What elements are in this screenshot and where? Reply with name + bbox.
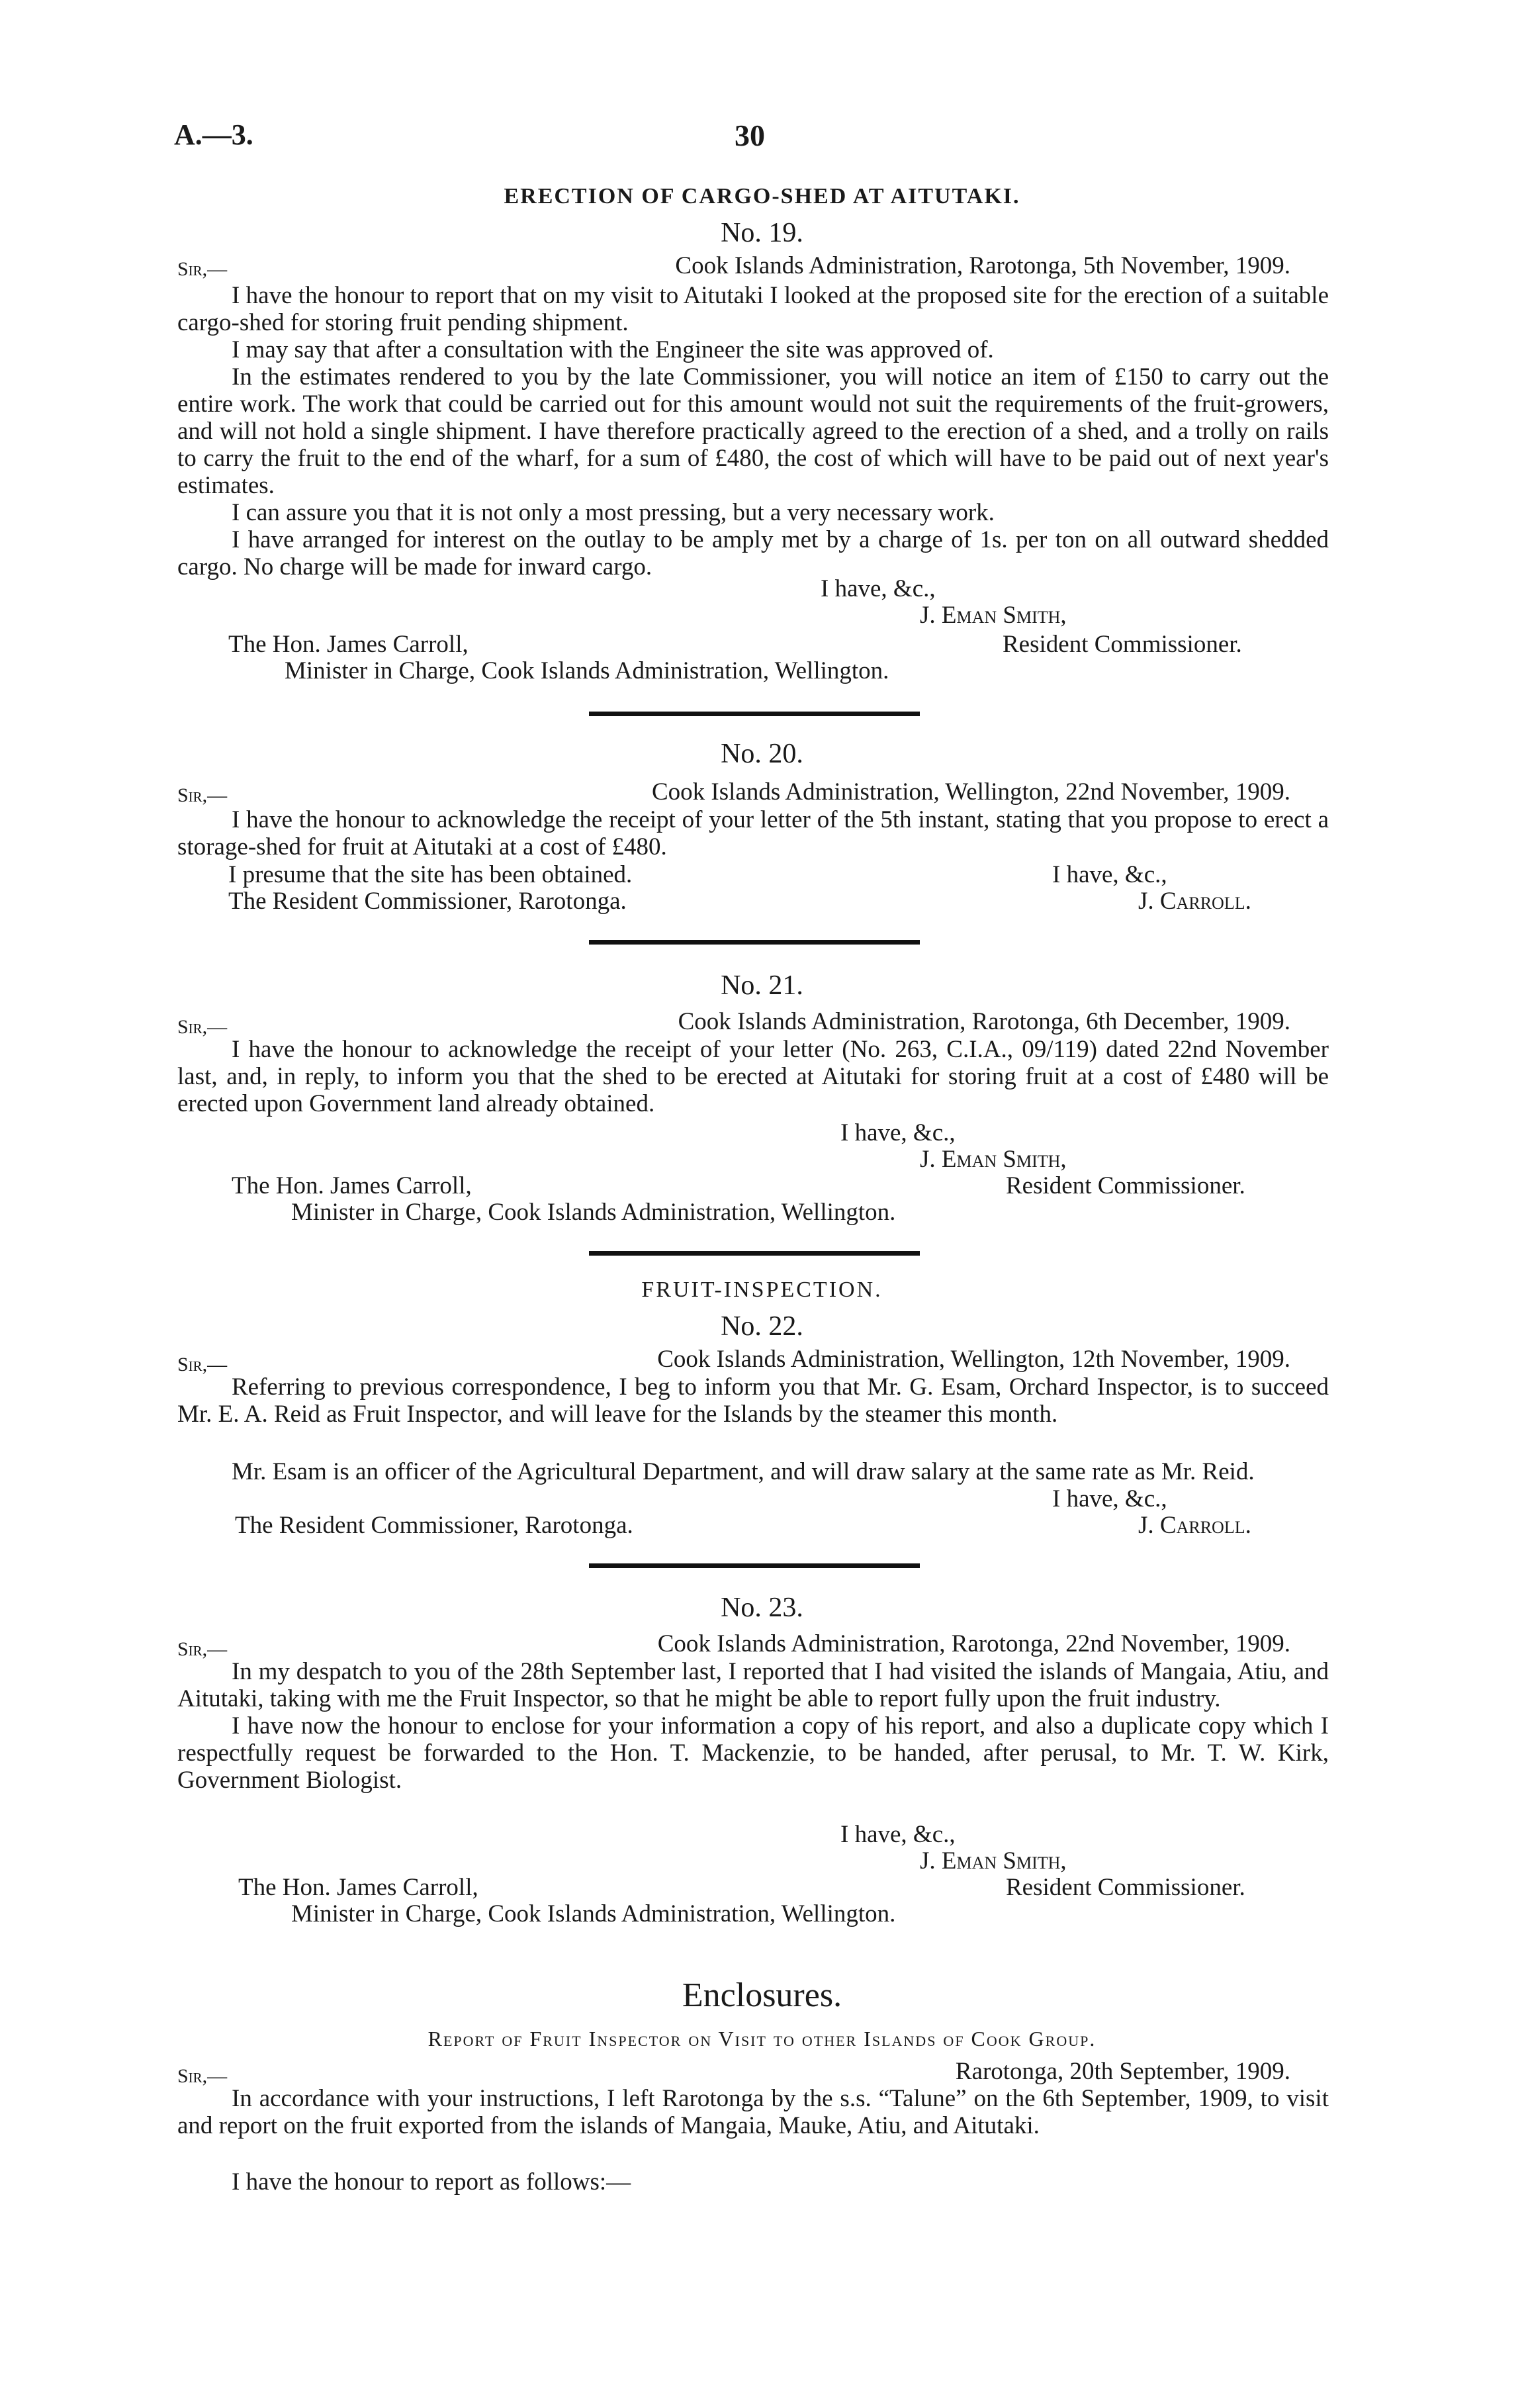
section-title-fruit-inspection: FRUIT-INSPECTION. [641, 1277, 883, 1302]
addressee-title: Minister in Charge, Cook Islands Administration, Wellington. [285, 657, 889, 684]
signer-title: Resident Commissioner. [1006, 1172, 1245, 1199]
signature: J. Eman Smith, [920, 1146, 1067, 1173]
closing: I have, &c., [840, 1821, 956, 1848]
salutation: Sir,— [177, 1016, 228, 1038]
closing: I have, &c., [821, 575, 936, 602]
parliamentary-paper-ref: A.—3. [174, 118, 253, 151]
addressee: The Hon. James Carroll, [228, 631, 469, 658]
paragraph: Mr. Esam is an officer of the Agricultural Department, and will draw salary at the same rate as Mr. Reid. [232, 1458, 1255, 1485]
section-divider [589, 1563, 920, 1568]
dateline: Cook Islands Administration, Wellington, 22nd November, 1909. [651, 778, 1290, 806]
section-divider [589, 712, 920, 716]
dateline: Cook Islands Administration, Wellington, 12th November, 1909. [657, 1346, 1290, 1373]
paragraph: I presume that the site has been obtained. [228, 861, 633, 888]
enclosures-heading: Enclosures. [682, 1976, 842, 2014]
salutation: Sir,— [177, 1638, 228, 1660]
paragraph: I have arranged for interest on the outlay to be amply met by a charge of 1s. per ton on all outward shedded cargo. No charge will be made for inward cargo. [177, 526, 1329, 580]
letter-20-body [177, 806, 1329, 860]
paragraph: I may say that after a consultation with the Engineer the site was approved of. [232, 336, 994, 363]
dateline: Cook Islands Administration, Rarotonga, 22nd November, 1909. [657, 1630, 1290, 1657]
paragraph: I have the honour to report that on my visit to Aitutaki I looked at the proposed site for the erection of a suitable cargo-shed for storing fruit pending shipment. [177, 282, 1329, 336]
section-divider [589, 940, 920, 945]
letter-22-body [177, 1373, 1329, 1428]
closing: I have, &c., [840, 1119, 956, 1146]
signature: J. Eman Smith, [920, 1847, 1067, 1875]
letter-19-body [177, 282, 1329, 580]
letter-number-21: No. 21. [721, 970, 803, 1001]
paragraph: I have the honour to report as follows:— [232, 2168, 631, 2196]
letter-23-body [177, 1658, 1329, 1794]
addressee: The Hon. James Carroll, [232, 1172, 472, 1199]
paragraph: I have the honour to acknowledge the receipt of your letter (No. 263, C.I.A., 09/119) dated 22nd November last, and, in reply, to inform you that the shed to be erected at Aitutaki for storing fruit at a cost of £480 will be erected upon Government land already obtained. [177, 1036, 1329, 1117]
dateline: Rarotonga, 20th September, 1909. [955, 2058, 1290, 2085]
enclosure-body [177, 2085, 1329, 2139]
addressee-title: Minister in Charge, Cook Islands Administration, Wellington. [291, 1199, 896, 1226]
letter-number-20: No. 20. [721, 739, 803, 769]
closing: I have, &c., [1052, 861, 1167, 888]
section-divider [589, 1251, 920, 1256]
letter-number-19: No. 19. [721, 218, 803, 248]
page-number: 30 [735, 118, 765, 152]
signature: J. Carroll. [1138, 888, 1251, 915]
addressee-title: Minister in Charge, Cook Islands Administration, Wellington. [291, 1900, 896, 1927]
addressee: The Resident Commissioner, Rarotonga. [235, 1512, 633, 1539]
dateline: Cook Islands Administration, Rarotonga, 5th November, 1909. [675, 252, 1290, 279]
letter-22-body-2 [177, 1458, 1329, 1485]
closing: I have, &c., [1052, 1485, 1167, 1512]
signature: J. Carroll. [1138, 1512, 1251, 1539]
signature: J. Eman Smith, [920, 602, 1067, 629]
paragraph: Referring to previous correspondence, I beg to inform you that Mr. G. Esam, Orchard Inspector, is to succeed Mr. E. A. Reid as Fruit Inspector, and will leave for the Islands by the steamer this month. [177, 1373, 1329, 1428]
addressee: The Hon. James Carroll, [238, 1874, 478, 1901]
salutation: Sir,— [177, 1354, 228, 1375]
section-title-cargo-shed: ERECTION OF CARGO-SHED AT AITUTAKI. [504, 184, 1020, 208]
addressee: The Resident Commissioner, Rarotonga. [228, 888, 627, 915]
paragraph: In my despatch to you of the 28th September last, I reported that I had visited the islands of Mangaia, Atiu, and Aitutaki, taking with me the Fruit Inspector, so that he might be able to report fully upon the fruit industry. [177, 1658, 1329, 1712]
dateline: Cook Islands Administration, Rarotonga, 6th December, 1909. [678, 1008, 1290, 1035]
paragraph: In the estimates rendered to you by the late Commissioner, you will notice an item of £150 to carry out the entire work. The work that could be carried out for this amount would not suit the requirements of the fruit-growers, and will not hold a single shipment. I have therefore practically agreed to the erection of a shed, and a trolly on rails to carry the fruit to the end of the wharf, for a sum of £480, the cost of which will have to be paid out of next year's estimates. [177, 363, 1329, 499]
paragraph: I have now the honour to enclose for your information a copy of his report, and also a duplicate copy which I respectfully request be forwarded to the Hon. T. Mackenzie, to be handed, after perusal, to Mr. T. W. Kirk, Government Biologist. [177, 1712, 1329, 1794]
signer-title: Resident Commissioner. [1003, 631, 1242, 658]
letter-number-23: No. 23. [721, 1593, 803, 1623]
paragraph: In accordance with your instructions, I left Rarotonga by the s.s. “Talune” on the 6th September, 1909, to visit and report on the fruit exported from the islands of Mangaia, Mauke, Atiu, and Aitutaki. [177, 2085, 1329, 2139]
salutation: Sir,— [177, 784, 228, 806]
salutation: Sir,— [177, 2065, 228, 2087]
paragraph: I can assure you that it is not only a most pressing, but a very necessary work. [232, 499, 995, 526]
letter-number-22: No. 22. [721, 1311, 803, 1342]
paragraph: I have the honour to acknowledge the receipt of your letter of the 5th instant, stating that you propose to erect a storage-shed for fruit at Aitutaki at a cost of £480. [177, 806, 1329, 860]
enclosure-subtitle: Report of Fruit Inspector on Visit to other Islands of Cook Group. [427, 2027, 1097, 2051]
salutation: Sir,— [177, 258, 228, 280]
signer-title: Resident Commissioner. [1006, 1874, 1245, 1901]
letter-21-body [177, 1036, 1329, 1117]
